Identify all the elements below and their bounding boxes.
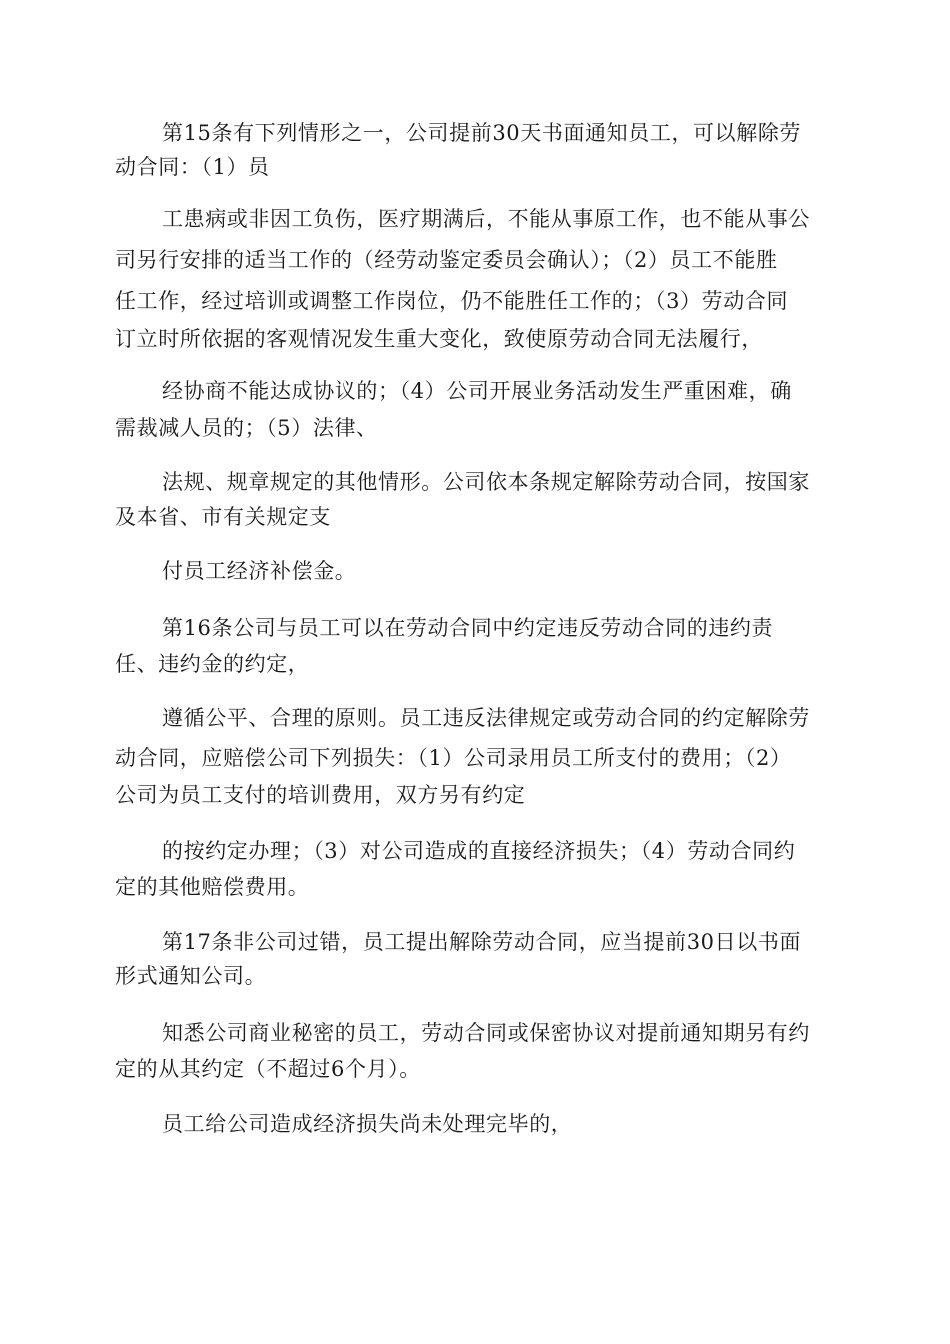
- text-line: 动合同，应赔偿公司下列损失：（1）公司录用员工所支付的费用；（2）: [115, 746, 792, 770]
- text-line: 需裁减人员的；（5）法律、: [115, 416, 378, 440]
- text-line: 动合同：（1）员: [115, 155, 270, 179]
- text-line: 公司为员工支付的培训费用，双方另有约定: [115, 783, 526, 807]
- text-line: 定的从其约定（不超过6个月）。: [115, 1057, 421, 1081]
- text-line: 法规、规章规定的其他情形。公司依本条规定解除劳动合同，按国家: [162, 470, 810, 494]
- text-line: 司另行安排的适当工作的（经劳动鉴定委员会确认）；（2）员工不能胜: [115, 248, 778, 272]
- text-line: 经协商不能达成协议的；（4）公司开展业务活动发生严重困难，确: [162, 379, 792, 403]
- text-line: 第17条非公司过错，员工提出解除劳动合同，应当提前30日以书面: [162, 930, 802, 954]
- text-line: 订立时所依据的客观情况发生重大变化，致使原劳动合同无法履行，: [115, 327, 763, 351]
- text-line: 工患病或非因工负伤，医疗期满后，不能从事原工作，也不能从事公: [162, 207, 810, 231]
- text-line: 任、违约金的约定，: [115, 652, 310, 676]
- text-line: 遵循公平、合理的原则。员工违反法律规定或劳动合同的约定解除劳: [162, 706, 810, 730]
- text-line: 形式通知公司。: [115, 964, 267, 988]
- text-line: 及本省、市有关规定支: [115, 505, 331, 529]
- text-line: 的按约定办理；（3）对公司造成的直接经济损失；（4）劳动合同约: [162, 839, 796, 863]
- text-line: 任工作，经过培训或调整工作岗位，仍不能胜任工作的；（3）劳动合同: [115, 289, 789, 313]
- text-line: 员工给公司造成经济损失尚未处理完毕的，: [162, 1112, 573, 1136]
- text-line: 付员工经济补偿金。: [162, 559, 357, 583]
- text-line: 定的其他赔偿费用。: [115, 875, 310, 899]
- text-line: 知悉公司商业秘密的员工，劳动合同或保密协议对提前通知期另有约: [162, 1021, 810, 1045]
- text-line: 第15条有下列情形之一，公司提前30天书面通知员工，可以解除劳: [162, 121, 802, 145]
- text-line: 第16条公司与员工可以在劳动合同中约定违反劳动合同的违约责: [162, 616, 774, 640]
